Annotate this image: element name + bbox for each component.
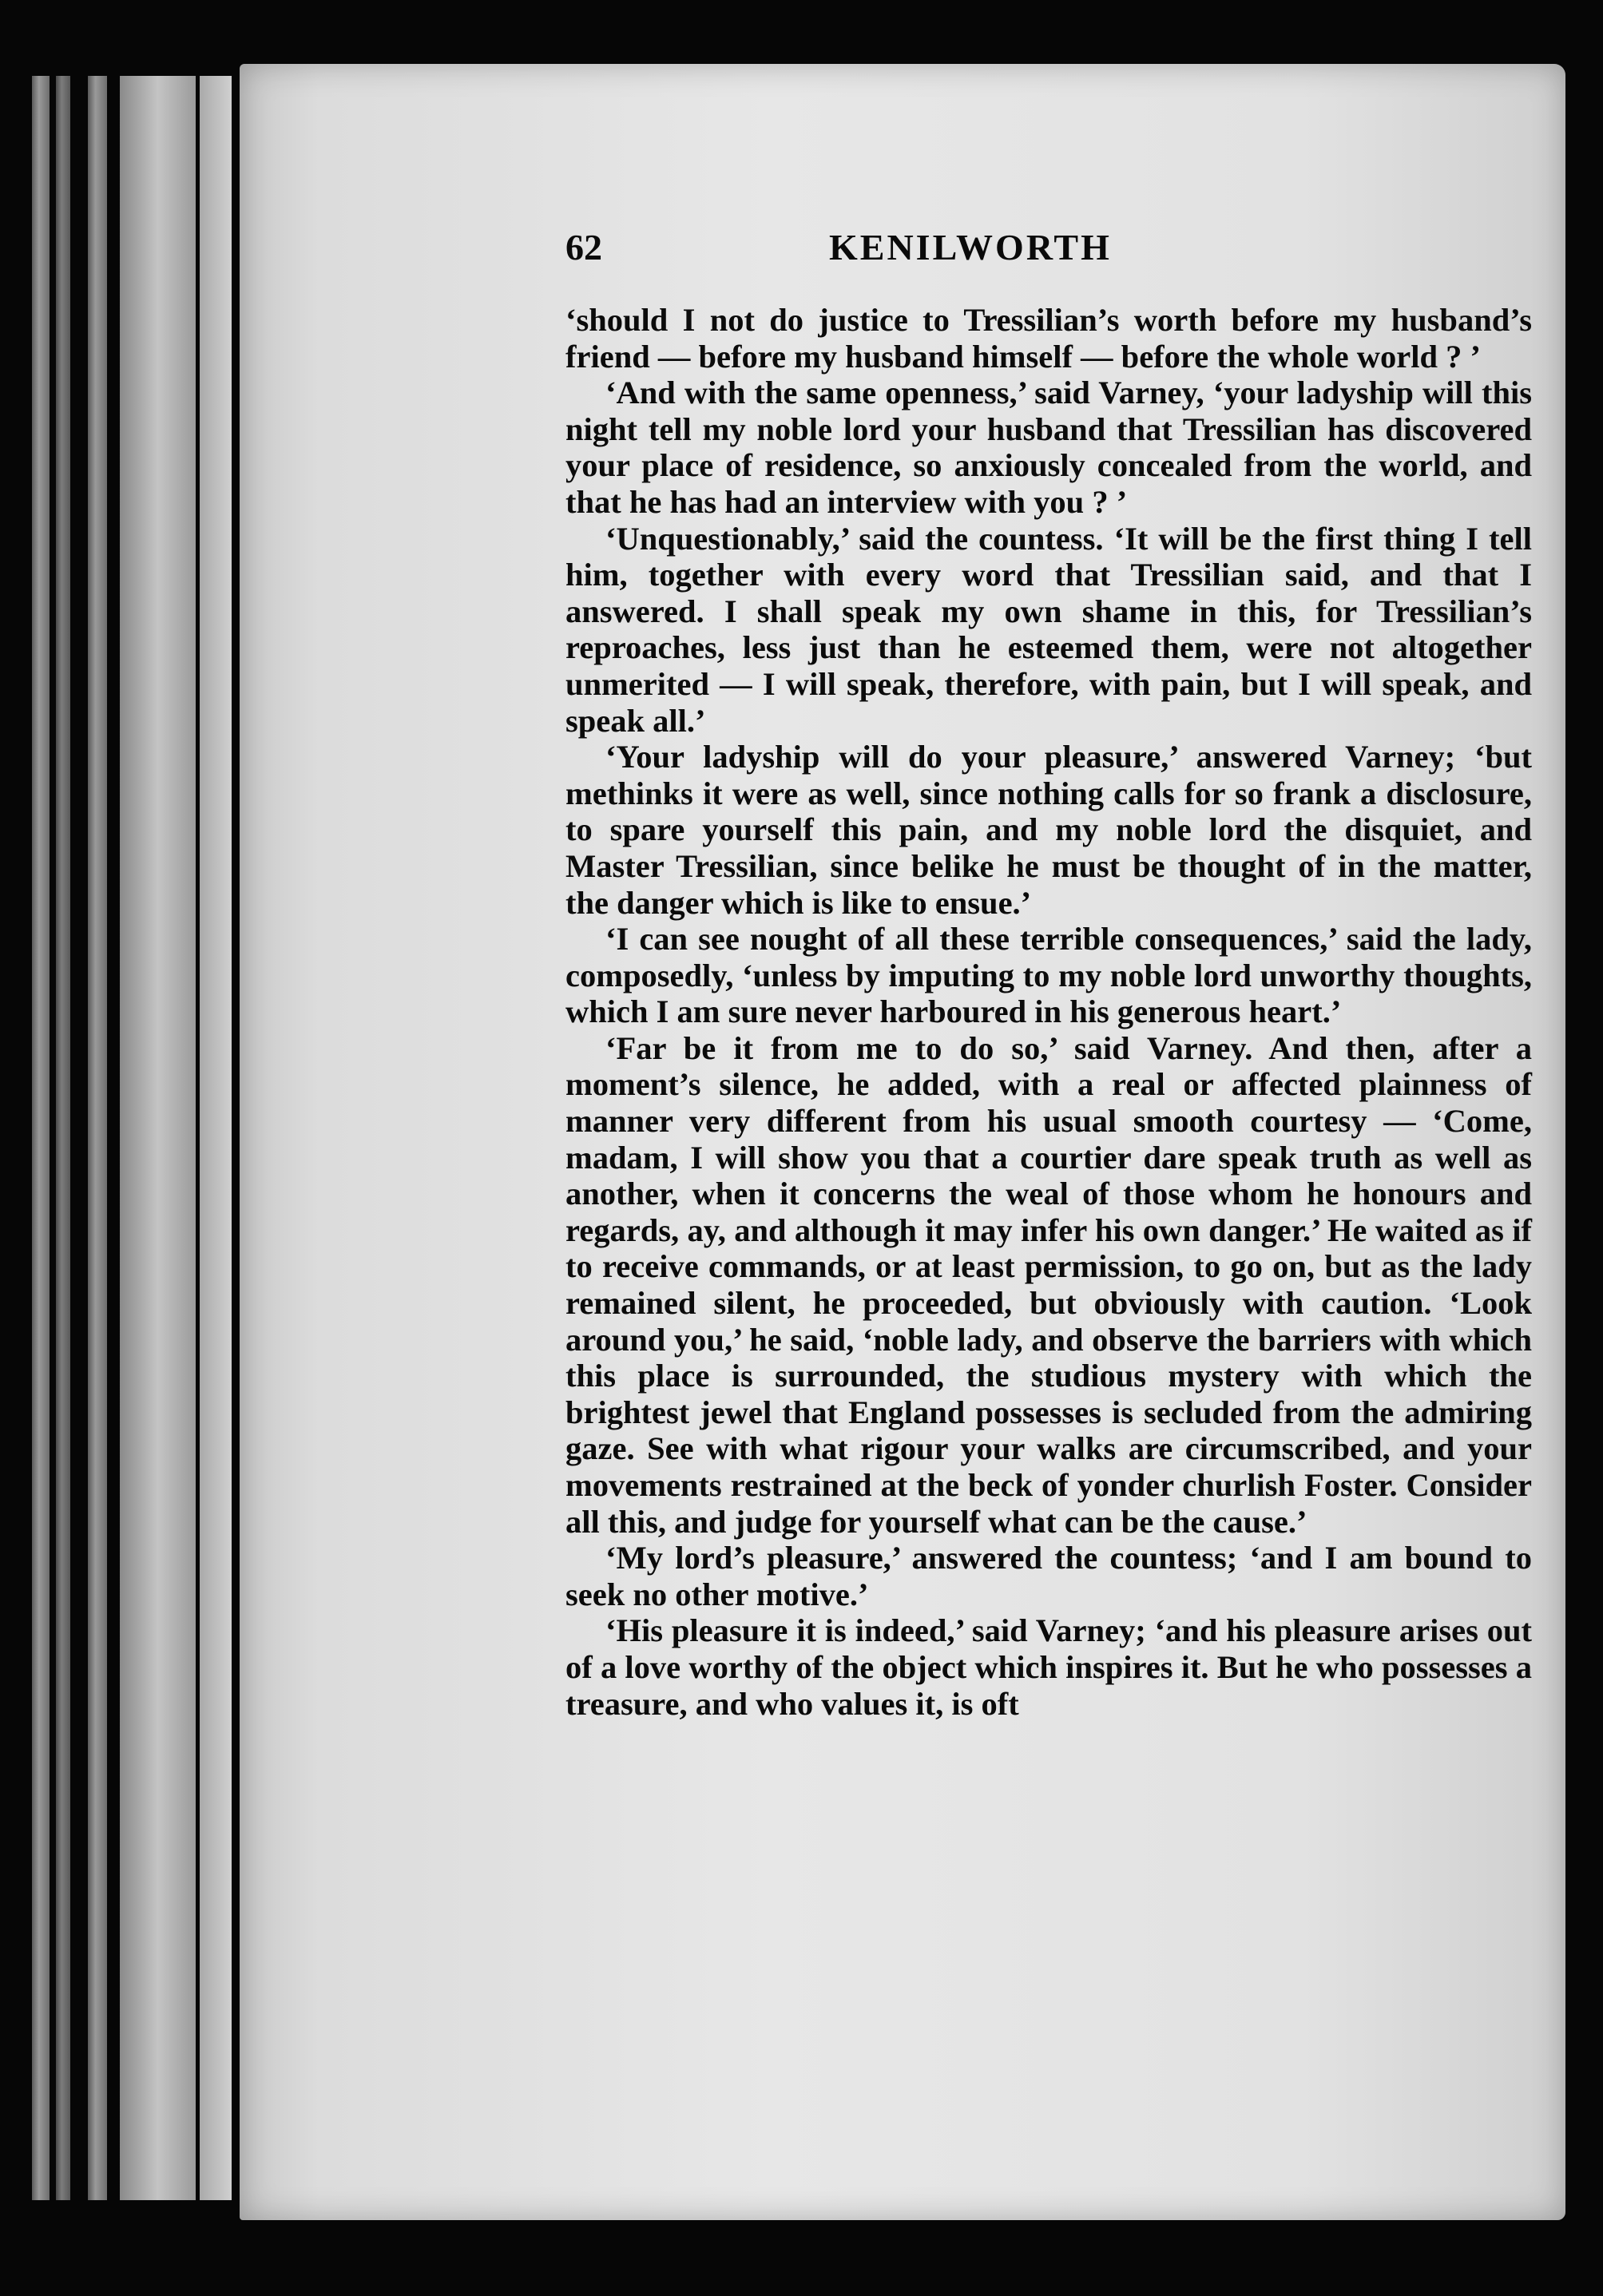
paragraph: ‘Your ladyship will do your pleasure,’ answered Varney; ‘but methinks it were as well, since nothing calls for so frank a disclosure, to spare yourself this pain, and my noble lord the disquiet, and Master Tressilian, since belike he must be thought of in the matter, the danger which is like to ensue.’ (565, 739, 1532, 921)
paragraph: ‘My lord’s pleasure,’ answered the countess; ‘and I am bound to seek no other motive.’ (565, 1540, 1532, 1612)
page-edge (88, 76, 107, 2200)
paragraph: ‘should I not do justice to Tressilian’s worth before my husband’s friend — before my husband himself — before the whole world ? ’ (565, 302, 1532, 375)
body-text (565, 302, 1532, 1722)
page-edge (56, 76, 70, 2200)
paragraph: ‘Far be it from me to do so,’ said Varney. And then, after a moment’s silence, he added, with a real or affected plainness of manner very different from his usual smooth courtesy — ‘Come, madam, I will show you that a courtier dare speak truth as well as another, when it concerns the weal of those whom he honours and regards, ay, and although it may infer his own danger.’ He waited as if to receive commands, or at least permission, to go on, but as the lady remained silent, he proceeded, but obviously with caution. ‘Look around you,’ he said, ‘noble lady, and observe the barriers with which this place is surrounded, the studious mystery with which the brightest jewel that England possesses is secluded from the admiring gaze. See with what rigour your walks are circumscribed, and your movements restrained at the beck of yonder churlish Foster. Consider all this, and judge for yourself what can be the cause.’ (565, 1029, 1532, 1540)
paragraph: ‘I can see nought of all these terrible consequences,’ said the lady, composedly, ‘unless by imputing to my noble lord unworthy thoughts, which I am sure never harboured in his generous heart.’ (565, 921, 1532, 1030)
paragraph: ‘His pleasure it is indeed,’ said Varney; ‘and his pleasure arises out of a love worthy of the object which inspires it. But he who possesses a treasure, and who values it, is oft (565, 1612, 1532, 1722)
paragraph: ‘And with the same openness,’ said Varney, ‘your ladyship will this night tell my noble lord your husband that Tressilian has discovered your place of residence, so anxiously concealed from the world, and that he has had an interview with you ? ’ (565, 375, 1532, 520)
page-number: 62 (565, 227, 602, 268)
paragraph: ‘Unquestionably,’ said the countess. ‘It will be the first thing I tell him, together with every word that Tressilian said, and that I answered. I shall speak my own shame in this, for Tressilian’s reproaches, less just than he esteemed them, were not altogether unmerited — I will speak, therefore, with pain, but I will speak, and speak all.’ (565, 520, 1532, 739)
page-header (565, 226, 1540, 274)
page-edge (32, 76, 50, 2200)
page-edge (120, 76, 196, 2200)
page-edge (200, 76, 232, 2200)
running-title: KENILWORTH (829, 227, 1112, 268)
